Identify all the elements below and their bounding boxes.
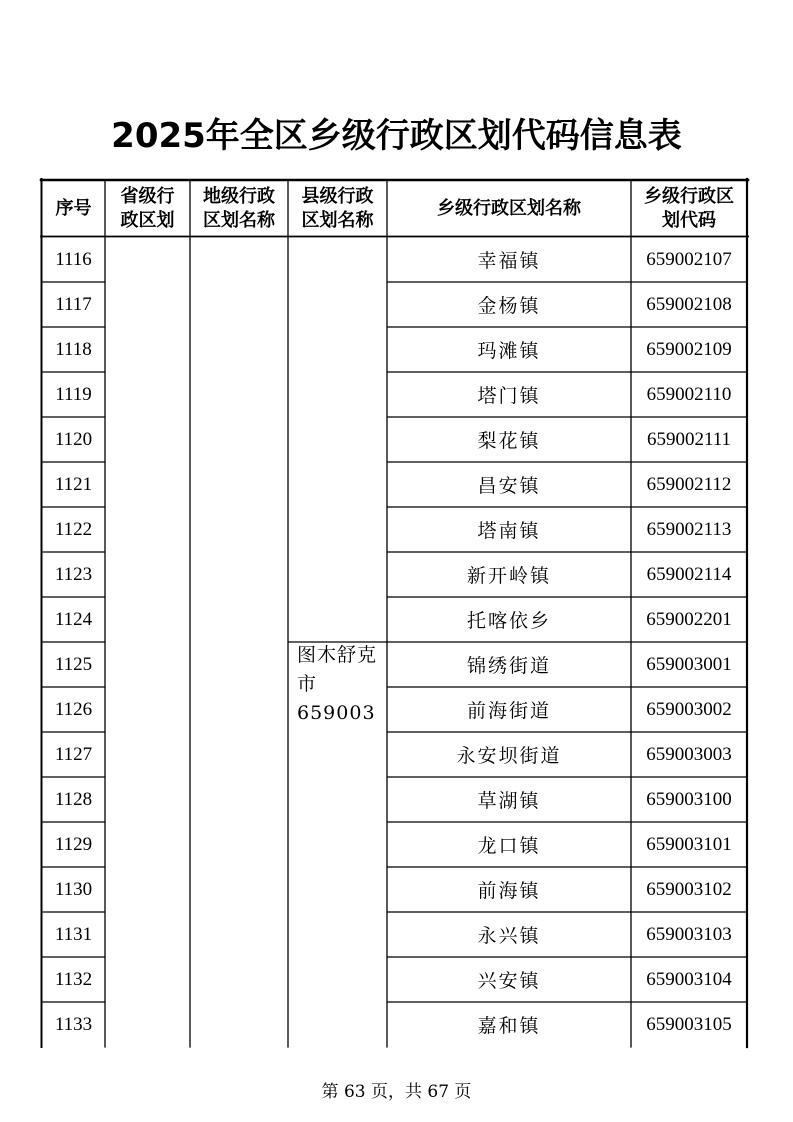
row-code: 659003100	[646, 788, 732, 810]
row-seq: 1129	[54, 833, 93, 855]
row-township-name: 昌安镇	[477, 475, 541, 497]
row-township-name: 前海镇	[477, 880, 541, 902]
row-township-name: 锦绣街道	[466, 655, 551, 677]
header-prefecture-line2: 区划名称	[203, 209, 275, 231]
row-code: 659002111	[646, 428, 732, 450]
row-code: 659002109	[646, 338, 732, 360]
row-township-name: 嘉和镇	[477, 1015, 541, 1037]
row-seq: 1130	[54, 878, 93, 900]
row-code: 659003101	[646, 833, 732, 855]
row-seq: 1132	[54, 968, 93, 990]
header-province-line2: 政区划	[120, 209, 175, 231]
row-seq: 1124	[54, 608, 93, 630]
row-code: 659002110	[646, 383, 732, 405]
row-township-name: 前海街道	[466, 700, 551, 722]
row-code: 659003001	[646, 653, 732, 675]
row-seq: 1119	[55, 383, 92, 405]
row-township-name: 龙口镇	[477, 835, 541, 857]
row-township-name: 草湖镇	[477, 790, 541, 812]
row-code: 659003103	[646, 923, 732, 945]
row-township-name: 永兴镇	[477, 925, 541, 947]
header-county	[288, 181, 387, 236]
row-township-name: 兴安镇	[477, 970, 541, 992]
header-county-line1: 县级行政	[301, 185, 374, 207]
page-footer: 第 63 页，共 67 页	[321, 1082, 472, 1102]
row-code: 659002112	[646, 473, 732, 495]
row-code: 659002113	[646, 518, 732, 540]
header-province-line1: 省级行	[120, 185, 175, 207]
header-code-line1: 乡级行政区	[644, 185, 734, 207]
row-township-name: 梨花镇	[477, 430, 541, 452]
header-seq	[42, 181, 105, 236]
row-township-name: 玛滩镇	[477, 340, 541, 362]
row-township-name: 金杨镇	[477, 295, 541, 317]
row-seq: 1121	[54, 473, 93, 495]
header-prefecture-line1: 地级行政	[203, 185, 275, 207]
county-cell-line1: 图木舒克	[297, 644, 378, 666]
row-seq: 1125	[54, 653, 93, 675]
row-seq: 1133	[54, 1013, 93, 1035]
row-township-name: 托喀依乡	[466, 610, 551, 632]
row-code: 659003104	[646, 968, 732, 990]
row-seq: 1122	[54, 518, 93, 540]
header-township	[387, 181, 631, 236]
row-township-name: 永安坝街道	[456, 745, 562, 767]
row-code: 659002201	[646, 608, 732, 630]
row-seq: 1131	[54, 923, 93, 945]
row-township-name: 幸福镇	[477, 250, 541, 272]
row-code: 659003003	[646, 743, 732, 765]
header-township-label: 乡级行政区划名称	[437, 197, 581, 219]
header-seq-label: 序号	[55, 197, 92, 219]
row-code: 659003102	[646, 878, 732, 900]
row-code: 659002114	[646, 563, 732, 585]
row-seq: 1126	[54, 698, 93, 720]
row-code: 659003002	[646, 698, 732, 720]
header-code	[631, 181, 747, 236]
row-seq: 1117	[55, 293, 92, 315]
row-seq: 1127	[54, 743, 93, 765]
row-seq: 1120	[54, 428, 93, 450]
row-seq: 1123	[54, 563, 93, 585]
row-seq: 1116	[55, 248, 92, 270]
page-title: 2025年全区乡级行政区划代码信息表	[111, 116, 682, 156]
county-cell-line2: 市 659003	[297, 673, 376, 724]
header-county-line2: 区划名称	[301, 209, 374, 231]
row-seq: 1118	[55, 338, 92, 360]
row-township-name: 新开岭镇	[466, 565, 551, 587]
row-township-name: 塔门镇	[477, 385, 541, 407]
row-seq: 1128	[54, 788, 93, 810]
row-township-name: 塔南镇	[477, 520, 541, 542]
row-code: 659003105	[646, 1013, 732, 1035]
county-cell	[289, 641, 385, 728]
row-code: 659002107	[646, 248, 732, 270]
header-province	[105, 181, 190, 236]
header-code-line2: 划代码	[662, 209, 716, 231]
header-prefecture	[190, 181, 288, 236]
row-code: 659002108	[646, 293, 732, 315]
